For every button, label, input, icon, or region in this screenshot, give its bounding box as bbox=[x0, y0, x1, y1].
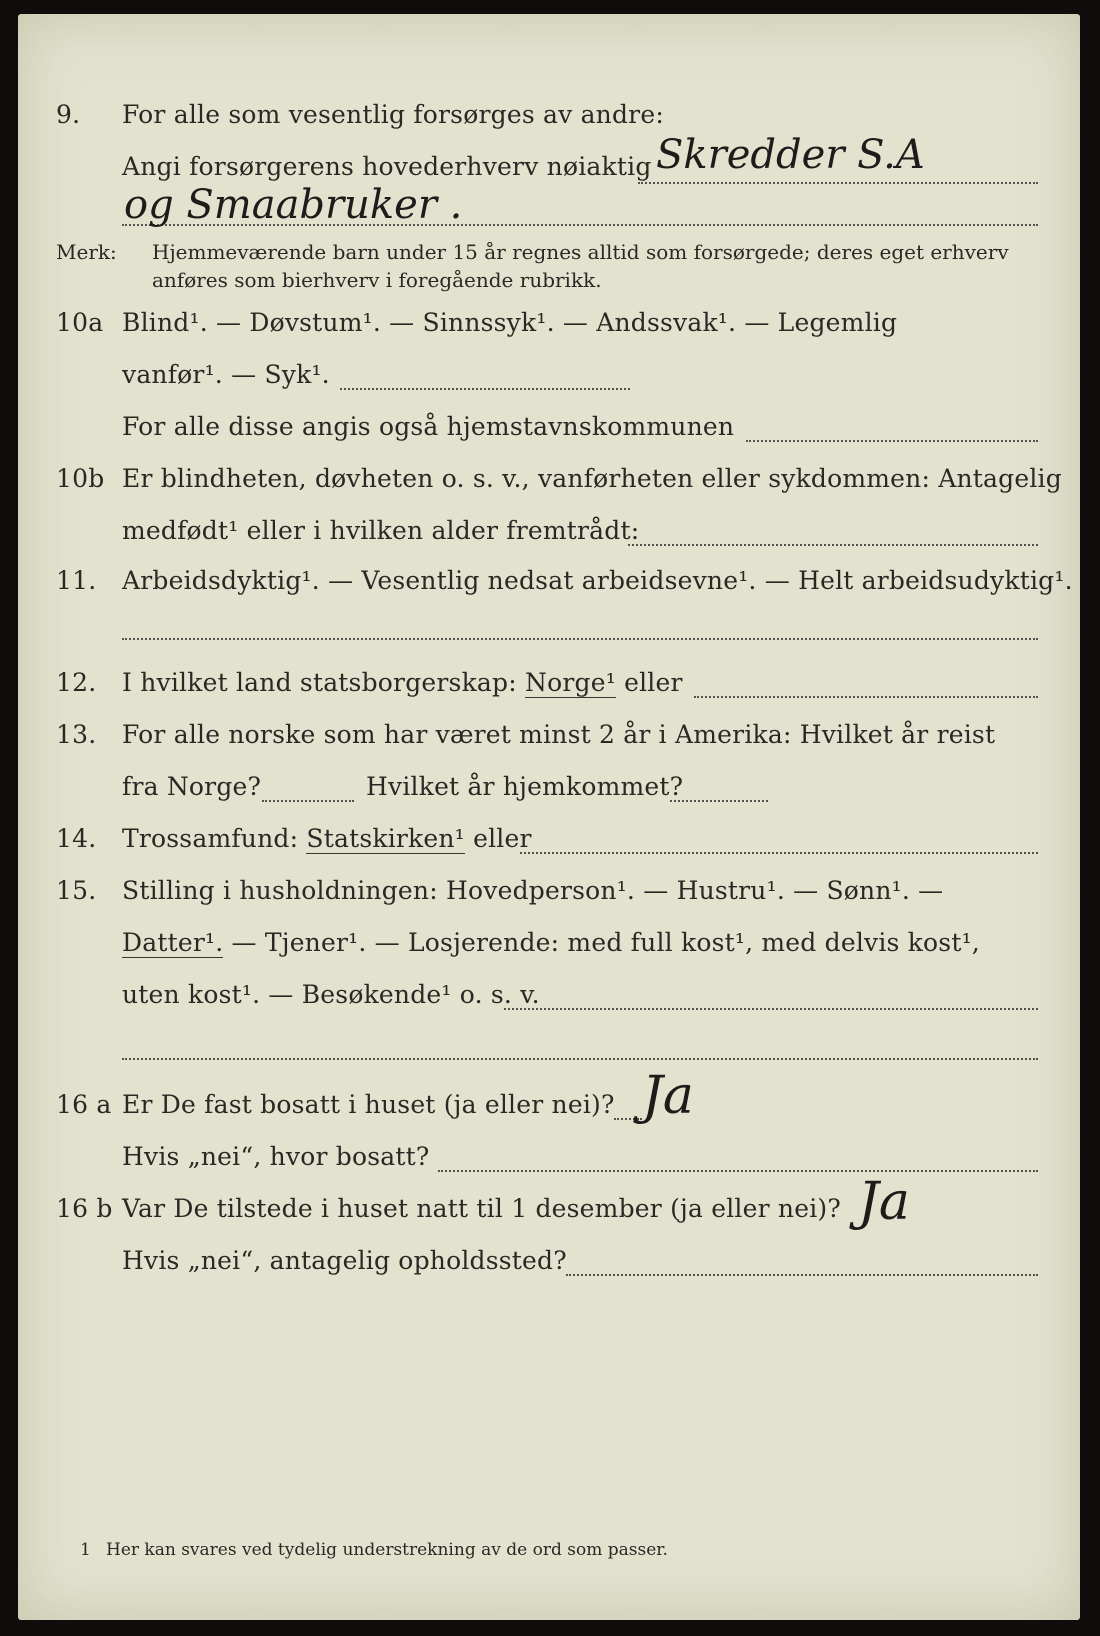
footnote-mark: 1 bbox=[80, 1540, 91, 1560]
q11-number: 11. bbox=[56, 566, 97, 595]
q16b-number: 16 b bbox=[56, 1194, 113, 1223]
q14-label: Trossamfund: bbox=[122, 824, 299, 853]
q14-number: 14. bbox=[56, 824, 97, 853]
q16a-answer-line bbox=[614, 1118, 642, 1120]
q10b-number: 10b bbox=[56, 464, 105, 493]
q15-content-2 bbox=[122, 928, 980, 957]
q12-prompt: I hvilket land statsborgerskap: bbox=[122, 668, 517, 697]
q14-answer-line bbox=[520, 852, 1038, 854]
q9-prompt: For alle som vesentlig forsørges av andre: bbox=[122, 100, 664, 129]
q16a-number: 16 a bbox=[56, 1090, 112, 1119]
q14-content bbox=[122, 824, 532, 853]
q11-answer-line bbox=[122, 638, 1038, 640]
q12-answer-line bbox=[694, 696, 1038, 698]
q10a-number: 10a bbox=[56, 308, 104, 337]
q10b-prompt-2: medfødt¹ eller i hvilken alder fremtrådt: bbox=[122, 516, 640, 545]
q16b-whereabouts-line bbox=[566, 1274, 1038, 1276]
footnote-text: Her kan svares ved tydelig understrekning av de ord som passer. bbox=[106, 1540, 668, 1560]
q16b-handwritten-answer: Ja bbox=[858, 1172, 910, 1232]
q11-options: Arbeidsdyktig¹. — Vesentlig nedsat arbeidsevne¹. — Helt arbeidsudyktig¹. bbox=[122, 566, 1073, 595]
q10a-home-municipality-prompt: For alle disse angis også hjemstavnskommunen bbox=[122, 412, 735, 441]
merk-line2: anføres som bierhverv i foregående rubrikk. bbox=[152, 268, 602, 292]
q10b-answer-line bbox=[628, 544, 1038, 546]
q16a-prompt: Er De fast bosatt i huset (ja eller nei)? bbox=[122, 1090, 615, 1119]
merk-line1: Hjemmeværende barn under 15 år regnes alltid som forsørgede; deres eget erhverv bbox=[152, 240, 1009, 264]
q9-handwritten-answer-2: og Smaabruker . bbox=[124, 182, 463, 228]
q12-eller: eller bbox=[624, 668, 683, 697]
q15-answer-line bbox=[504, 1008, 1038, 1010]
q12-norge-underlined: Norge¹ bbox=[525, 668, 616, 697]
q9-number: 9. bbox=[56, 100, 81, 129]
q10a-options-2: vanfør¹. — Syk¹. bbox=[122, 360, 330, 389]
q12-number: 12. bbox=[56, 668, 97, 697]
q9-answer-line-1 bbox=[638, 182, 1038, 184]
q13-prompt: For alle norske som har været minst 2 år i Amerika: Hvilket år reist bbox=[122, 720, 996, 749]
q14-eller: eller bbox=[473, 824, 532, 853]
q15-datter-underlined: Datter¹. bbox=[122, 928, 224, 957]
q10a-options: Blind¹. — Døvstum¹. — Sinnssyk¹. — Andssvak¹. — Legemlig bbox=[122, 308, 898, 337]
q9-handwritten-answer-1: Skredder S.A bbox=[656, 132, 925, 178]
q13-number: 13. bbox=[56, 720, 97, 749]
q15-number: 15. bbox=[56, 876, 97, 905]
q15-options: Stilling i husholdningen: Hovedperson¹. — Hustru¹. — Sønn¹. — bbox=[122, 876, 944, 905]
q16a-residence-line bbox=[438, 1170, 1038, 1172]
q16a-handwritten-answer: Ja bbox=[642, 1066, 694, 1126]
q14-statskirken-underlined: Statskirken¹ bbox=[306, 824, 465, 853]
q10a-municipality-line bbox=[746, 440, 1038, 442]
q13-departure-prompt: fra Norge? bbox=[122, 772, 262, 801]
q13-return-prompt: Hvilket år hjemkommet? bbox=[366, 772, 684, 801]
q16b-whereabouts-prompt: Hvis „nei“, antagelig opholdssted? bbox=[122, 1246, 567, 1275]
q13-departure-line bbox=[262, 800, 354, 802]
merk-label: Merk: bbox=[56, 240, 117, 264]
q15-options-3: uten kost¹. — Besøkende¹ o. s. v. bbox=[122, 980, 540, 1009]
q16a-residence-prompt: Hvis „nei“, hvor bosatt? bbox=[122, 1142, 430, 1171]
q10a-answer-line bbox=[340, 388, 630, 390]
q12-content bbox=[122, 668, 683, 697]
q10b-prompt: Er blindheten, døvheten o. s. v., vanførheten eller sykdommen: Antagelig bbox=[122, 464, 1062, 493]
q16b-prompt: Var De tilstede i huset natt til 1 desember (ja eller nei)? bbox=[122, 1194, 841, 1223]
q15-answer-line-2 bbox=[122, 1058, 1038, 1060]
q13-return-line bbox=[670, 800, 768, 802]
census-form-page bbox=[18, 14, 1080, 1620]
q15-options-2: — Tjener¹. — Losjerende: med full kost¹, med delvis kost¹, bbox=[231, 928, 980, 957]
q9-occupation-prompt: Angi forsørgerens hovederhverv nøiaktig bbox=[122, 152, 652, 181]
